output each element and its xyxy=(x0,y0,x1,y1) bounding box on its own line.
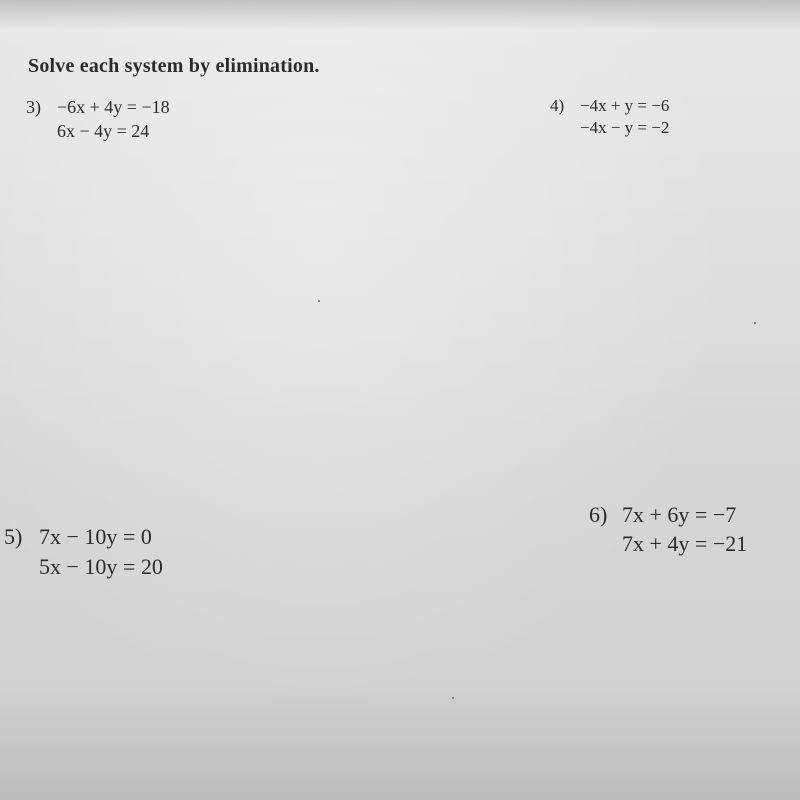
equation-2: −4x − y = −2 xyxy=(580,118,670,137)
paper-speck xyxy=(452,697,454,699)
equation-1: −6x + 4y = −18 xyxy=(57,97,170,117)
equation-1: 7x + 6y = −7 xyxy=(622,502,737,527)
equation-1: 7x − 10y = 0 xyxy=(39,524,152,549)
problem-number: 4) xyxy=(550,96,565,115)
equation-2: 5x − 10y = 20 xyxy=(39,554,163,579)
bottom-shadow xyxy=(0,680,800,800)
top-shadow xyxy=(0,0,800,30)
equation-2: 6x − 4y = 24 xyxy=(57,121,150,141)
paper-speck xyxy=(318,300,320,302)
problem-number: 5) xyxy=(4,524,23,549)
equation-1: −4x + y = −6 xyxy=(580,96,670,115)
problem-number: 3) xyxy=(26,97,41,117)
problem-number: 6) xyxy=(589,502,608,527)
worksheet-instructions: Solve each system by elimination. xyxy=(28,55,320,77)
equation-2: 7x + 4y = −21 xyxy=(622,531,748,556)
paper-speck xyxy=(754,322,756,324)
